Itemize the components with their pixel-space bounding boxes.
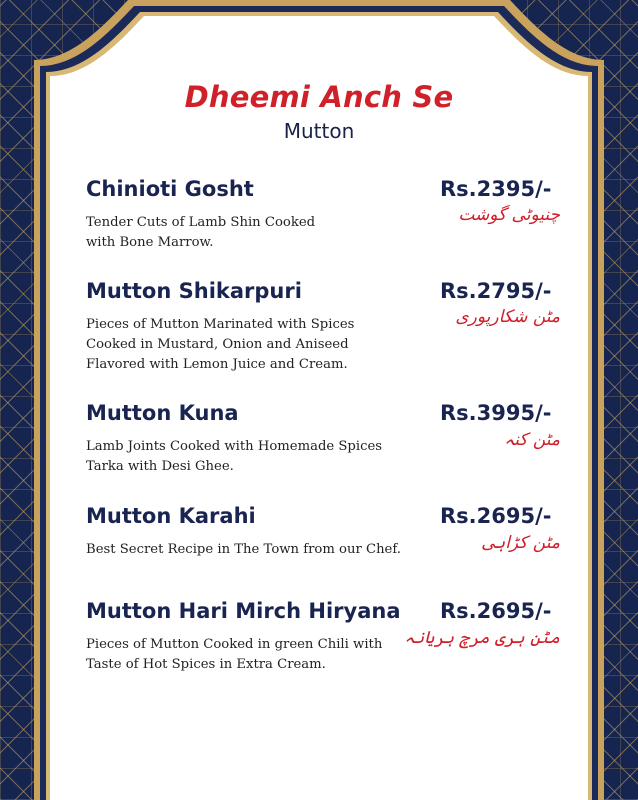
- menu-item-description: Pieces of Mutton Cooked in green Chili with Taste of Hot Spices in Extra Cream.: [86, 637, 383, 672]
- menu-item-urdu-name: مٹن شکارپوری: [455, 307, 560, 327]
- menu-item-urdu-name: مٹن کڑاہی: [481, 533, 560, 553]
- menu-item-price: Rs.2795/-: [440, 279, 552, 303]
- menu-item-name: Chinioti Gosht: [86, 177, 254, 201]
- menu-item-name: Mutton Hari Mirch Hiryana: [86, 599, 401, 623]
- menu-item-description: Pieces of Mutton Marinated with Spices Cooked in Mustard, Onion and Aniseed Flavored with Lemon Juice and Cream.: [86, 317, 355, 372]
- menu-item-price: Rs.3995/-: [440, 401, 552, 425]
- menu-item-urdu-name: چنیوٹی گوشت: [458, 205, 560, 225]
- menu-item-price: Rs.2695/-: [440, 504, 552, 528]
- menu-item: [86, 504, 566, 560]
- menu-section-subtitle: Mutton: [283, 119, 355, 143]
- menu-item-urdu-name: مٹن ہری مرچ ہریانہ: [404, 628, 560, 648]
- menu-item-description: Lamb Joints Cooked with Homemade Spices Tarka with Desi Ghee.: [86, 439, 383, 474]
- menu-item: [86, 599, 566, 675]
- menu-item: [86, 177, 566, 253]
- menu-item-urdu-name: مٹن کنہ: [504, 430, 560, 450]
- menu-item-description: Tender Cuts of Lamb Shin Cooked with Bone Marrow.: [86, 215, 316, 250]
- menu-item-name: Mutton Kuna: [86, 401, 239, 425]
- menu-item-name: Mutton Shikarpuri: [86, 279, 302, 303]
- menu-item-name: Mutton Karahi: [86, 504, 256, 528]
- menu-section-title: Dheemi Anch Se: [184, 80, 454, 114]
- menu-item-price: Rs.2395/-: [440, 177, 552, 201]
- menu-item: [86, 279, 566, 375]
- menu-item-price: Rs.2695/-: [440, 599, 552, 623]
- menu-item-description: Best Secret Recipe in The Town from our Chef.: [86, 542, 401, 557]
- menu-item: [86, 401, 566, 477]
